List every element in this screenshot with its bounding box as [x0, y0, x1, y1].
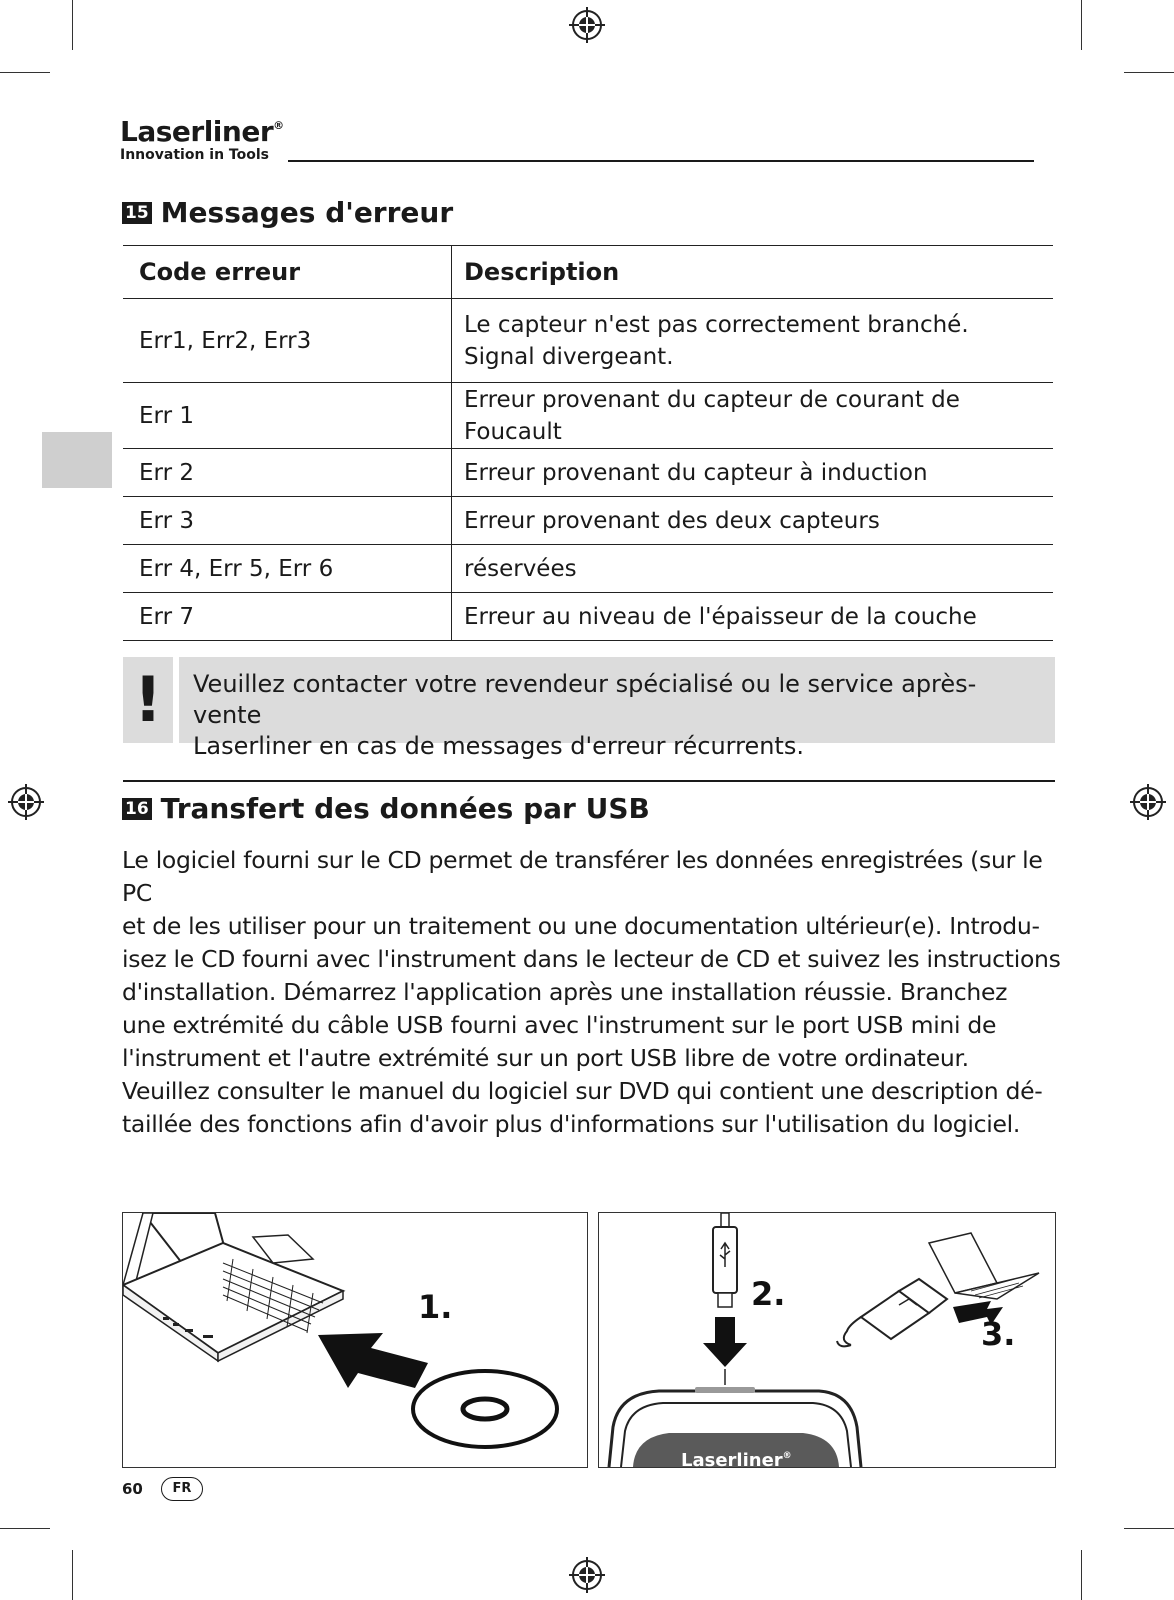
figure-insert-cd [122, 1212, 588, 1468]
device-brand-label [681, 1450, 792, 1467]
step-3-label: 3. [981, 1315, 1016, 1353]
crop-mark [1124, 72, 1174, 73]
text-line: l'instrument et l'autre extrémité sur un port USB libre de votre ordinateur. [122, 1044, 969, 1072]
device-brand-reg: ® [782, 1451, 792, 1461]
crop-mark [72, 0, 73, 50]
header-rule [288, 160, 1034, 162]
section-title: Transfert des données par USB [160, 792, 650, 825]
column-header-description: Description [452, 246, 1054, 299]
crop-mark [0, 1528, 50, 1529]
body-paragraph [122, 844, 1062, 1075]
error-description [452, 383, 1054, 449]
table-row [123, 593, 1053, 641]
language-badge: FR [161, 1477, 203, 1501]
warning-note [123, 657, 1055, 760]
section-number: 15 [122, 202, 152, 224]
description-line: Signal divergeant. [464, 343, 674, 370]
text-line: d'installation. Démarrez l'application après une installation réussie. Branchez [122, 978, 1008, 1006]
device-brand-name: Laserliner [681, 1450, 783, 1467]
brand-tagline: Innovation in Tools [120, 147, 269, 163]
section-number: 16 [122, 798, 152, 820]
error-code: Err 4, Err 5, Err 6 [123, 545, 452, 593]
crop-mark [1081, 1550, 1082, 1600]
registration-mark-icon [567, 5, 607, 45]
table-row [123, 299, 1053, 383]
text-line: taillée des fonctions afin d'avoir plus d'informations sur l'utilisation du logiciel. [122, 1110, 1021, 1138]
error-code: Err1, Err2, Err3 [123, 299, 452, 383]
step-1-label: 1. [418, 1288, 453, 1326]
warning-line: Laserliner en cas de messages d'erreur récurrents. [193, 732, 804, 760]
section-15-heading [122, 196, 453, 229]
table-row [123, 383, 1053, 449]
text-line: isez le CD fourni avec l'instrument dans le lecteur de CD et suivez les instructions [122, 945, 1061, 973]
brand-logo [120, 115, 284, 163]
step-2-label: 2. [751, 1275, 786, 1313]
page-number: 60 [122, 1480, 143, 1498]
error-table [123, 245, 1053, 641]
error-description: Erreur provenant des deux capteurs [452, 497, 1054, 545]
registration-mark-icon [1128, 782, 1168, 822]
warning-text [179, 657, 1055, 760]
error-description: Erreur au niveau de l'épaisseur de la couche [452, 593, 1054, 641]
error-description: Erreur provenant du capteur à induction [452, 449, 1054, 497]
section-rule [123, 780, 1055, 782]
description-line: Le capteur n'est pas correctement branché. [464, 311, 969, 338]
usb-connection-illustration [599, 1213, 1055, 1467]
brand-registered-mark: ® [273, 119, 284, 132]
crop-mark [72, 1550, 73, 1600]
warning-line: Veuillez contacter votre revendeur spécialisé ou le service après-vente [193, 670, 977, 729]
brand-name: Laserliner [120, 115, 274, 148]
error-code: Err 7 [123, 593, 452, 641]
crop-mark [1081, 0, 1082, 50]
error-code: Err 2 [123, 449, 452, 497]
crop-mark [0, 72, 50, 73]
description-line: Foucault [464, 418, 562, 445]
column-header-code: Code erreur [123, 246, 452, 299]
table-header-row [123, 246, 1053, 299]
body-paragraph [122, 1075, 1062, 1141]
side-tab-marker [42, 432, 112, 488]
registration-mark-icon [567, 1555, 607, 1595]
error-description: réservées [452, 545, 1054, 593]
text-line: Le logiciel fourni sur le CD permet de transférer les données enregistrées (sur le PC [122, 846, 1043, 907]
table-row [123, 545, 1053, 593]
table-row [123, 449, 1053, 497]
error-code: Err 3 [123, 497, 452, 545]
exclamation-icon: ! [123, 657, 173, 743]
section-title: Messages d'erreur [160, 196, 454, 229]
text-line: Veuillez consulter le manuel du logiciel sur DVD qui contient une description dé- [122, 1077, 1043, 1105]
crop-mark [1124, 1528, 1174, 1529]
registration-mark-icon [6, 782, 46, 822]
laptop-cd-illustration [123, 1213, 587, 1467]
error-code: Err 1 [123, 383, 452, 449]
figure-usb-connect [598, 1212, 1056, 1468]
text-line: une extrémité du câble USB fourni avec l'instrument sur le port USB mini de [122, 1011, 997, 1039]
table-row [123, 497, 1053, 545]
text-line: et de les utiliser pour un traitement ou une documentation ultérieur(e). Introdu- [122, 912, 1040, 940]
description-line: Erreur provenant du capteur de courant de [464, 386, 960, 413]
error-description [452, 299, 1054, 383]
section-16-heading [122, 792, 650, 825]
